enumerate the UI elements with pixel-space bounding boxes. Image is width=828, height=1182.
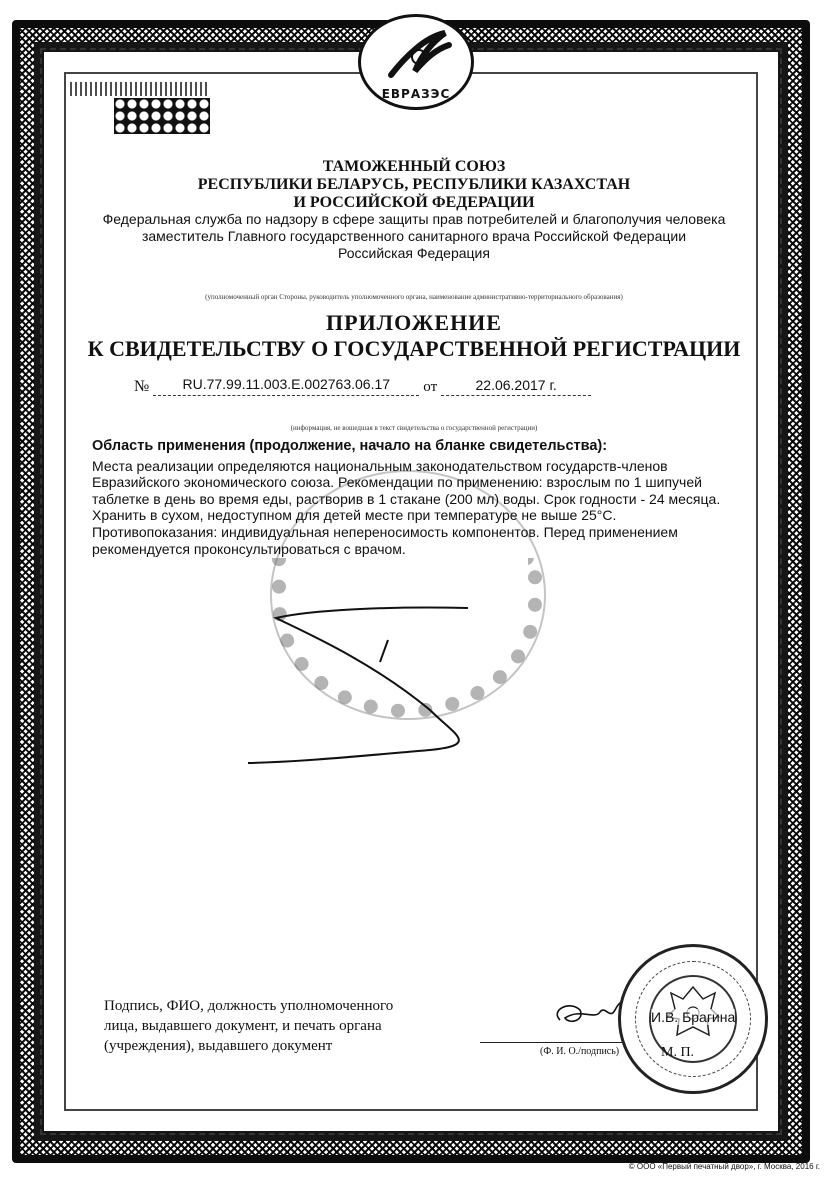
signature-instruction-line: лица, выдавшего документ, и печать органа [104, 1018, 382, 1034]
scope-title: Область применения (продолжение, начало на бланке свидетельства): [92, 438, 608, 454]
scope-line: Хранить в сухом, недоступном для детей месте при температуре не выше 25°С. [92, 507, 617, 524]
header-republics-line: РЕСПУБЛИКИ БЕЛАРУСЬ, РЕСПУБЛИКИ КАЗАХСТАН [197, 176, 631, 193]
scope-line: Евразийского экономического союза. Рекомендации по применению: взрослым по 1 шипучей [92, 474, 702, 491]
authority-line-2: заместитель Главного государственного санитарного врача Российской Федерации [141, 228, 687, 244]
registration-row [134, 376, 591, 396]
registration-number: RU.77.99.11.003.Е.002763.06.17 [153, 376, 419, 396]
document-title: ПРИЛОЖЕНИЕ [326, 310, 502, 335]
ornament-pattern-box [114, 98, 210, 134]
registration-caption: (информация, не вошедшая в текст свидетельства о государственной регистрации) [290, 424, 538, 432]
document-subtitle: К СВИДЕТЕЛЬСТВУ О ГОСУДАРСТВЕННОЙ РЕГИСТРАЦИИ [87, 336, 741, 361]
emblem-label: ЕВРАЗЭС [381, 87, 451, 101]
header-federation-line: И РОССИЙСКОЙ ФЕДЕРАЦИИ [293, 194, 535, 211]
printer-credit: © ООО «Первый печатный двор», г. Москва, 2016 г. [628, 1162, 820, 1171]
scope-line: рекомендуется проконсультироваться с врачом. [92, 540, 406, 557]
registration-date: 22.06.2017 г. [441, 377, 591, 396]
date-label: от [423, 379, 438, 395]
stamp-signer-name: И.В. Брагина [651, 1009, 736, 1025]
number-label: № [134, 378, 150, 395]
official-stamp [618, 944, 768, 1094]
evrazes-emblem [358, 14, 474, 110]
signature-instruction-line: Подпись, ФИО, должность уполномоченного [104, 998, 394, 1014]
scope-line: Места реализации определяются национальным законодательством государств-членов [92, 457, 668, 474]
authority-line-3: Российская Федерация [338, 245, 490, 261]
scope-line: Противопоказания: индивидуальная непереносимость компонентов. Перед применением [92, 523, 678, 540]
scope-line: таблетке в день во время еды, растворив в 1 стакане (200 мл) воды. Срок годности - 24 месяца. [92, 490, 721, 507]
scope-section [92, 438, 752, 557]
authority-line-1: Федеральная служба по надзору в сфере защиты прав потребителей и благополучия человека [102, 211, 726, 227]
ornament-band [70, 82, 210, 96]
authority-caption: (уполномоченный орган Стороны, руководитель уполномоченного органа, наименование административно-территориального образования) [205, 293, 623, 301]
signature-instructions [104, 996, 464, 1056]
stamp-mark: М. П. [661, 1045, 695, 1060]
header-union-title: ТАМОЖЕННЫЙ СОЮЗ [322, 158, 506, 175]
emblem-swoosh-icon [385, 27, 453, 83]
handwritten-z-stroke-icon [240, 600, 540, 780]
signature-caption: (Ф. И. О./подпись) [540, 1046, 620, 1057]
signature-instruction-line: (учреждения), выдавшего документ [104, 1038, 333, 1054]
